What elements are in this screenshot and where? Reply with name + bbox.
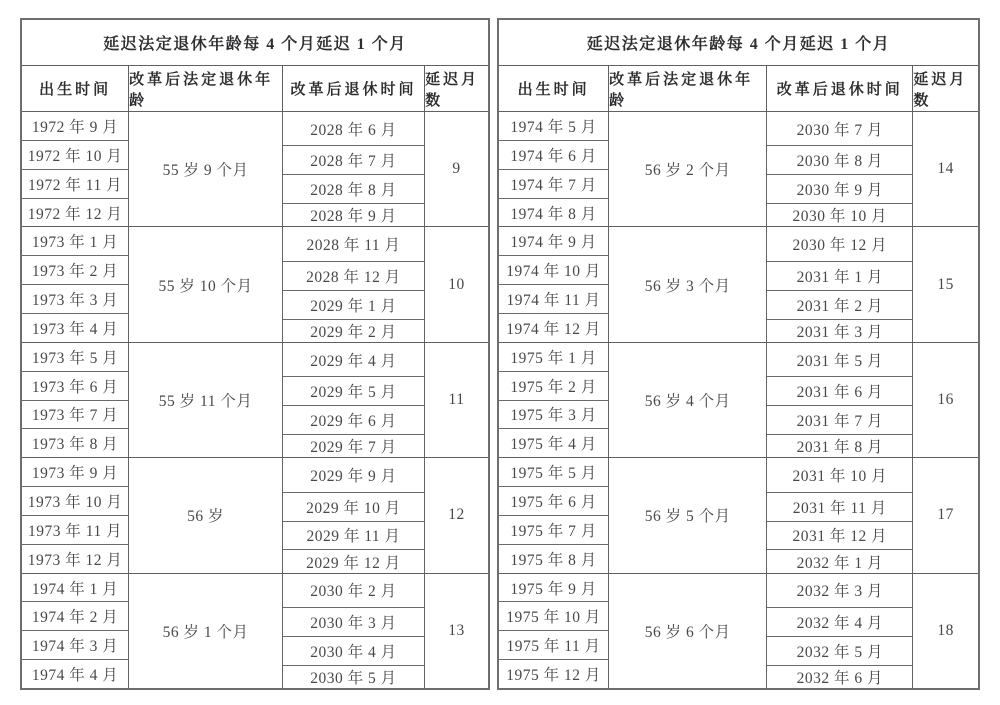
retirement-date-cell: 2030 年 2 月 (283, 574, 424, 608)
delay-months-cell: 14 (937, 160, 954, 178)
row-group (22, 227, 488, 342)
birth-date-column (22, 112, 129, 226)
row-group (22, 458, 488, 573)
header-birth-date: 出生时间 (22, 66, 129, 111)
retirement-date-cell: 2029 年 12 月 (306, 554, 401, 572)
birth-date-cell: 1972 年 10 月 (22, 141, 128, 170)
retirement-date-cell: 2031 年 12 月 (767, 522, 912, 551)
row-group (499, 458, 978, 573)
birth-date-cell: 1973 年 12 月 (27, 551, 123, 569)
birth-date-cell: 1972 年 9 月 (22, 112, 128, 141)
retirement-age-cell: 56 岁 6 个月 (644, 623, 731, 641)
retirement-date-cell: 2028 年 9 月 (310, 208, 397, 226)
retirement-date-column (767, 343, 913, 457)
birth-date-cell: 1975 年 4 月 (510, 436, 597, 454)
birth-date-column (499, 112, 609, 226)
retirement-age-column (129, 227, 283, 341)
retirement-date-cell: 2029 年 11 月 (283, 522, 424, 551)
delay-months-cell: 9 (452, 160, 461, 178)
delay-months-cell: 16 (937, 391, 954, 409)
retirement-age-cell: 55 岁 11 个月 (158, 393, 253, 411)
delay-months-column (913, 458, 978, 572)
birth-date-column (22, 343, 129, 457)
birth-date-cell: 1975 年 2 月 (499, 372, 608, 401)
birth-date-cell: 1973 年 5 月 (22, 343, 128, 372)
birth-date-cell: 1974 年 8 月 (510, 205, 597, 223)
delay-months-column (913, 574, 978, 688)
retirement-age-column (609, 112, 767, 226)
retirement-date-column (283, 574, 425, 688)
retirement-age-column (129, 574, 283, 688)
delay-months-column (425, 227, 488, 341)
header-post-reform-retirement-date: 改革后退休时间 (767, 66, 913, 111)
row-group (499, 343, 978, 458)
header-post-reform-retirement-age: 改革后法定退休年龄 (129, 66, 283, 111)
birth-date-cell: 1973 年 6 月 (22, 372, 128, 401)
birth-date-cell: 1975 年 7 月 (499, 516, 608, 545)
table-header-row (499, 66, 978, 112)
delay-months-column (425, 112, 488, 226)
retirement-date-cell: 2029 年 7 月 (310, 439, 397, 457)
retirement-date-cell: 2029 年 6 月 (283, 406, 424, 435)
row-group (22, 343, 488, 458)
retirement-date-cell: 2032 年 5 月 (767, 637, 912, 666)
delay-months-column (425, 574, 488, 688)
retirement-date-cell: 2031 年 2 月 (767, 291, 912, 320)
birth-date-cell: 1975 年 1 月 (499, 343, 608, 372)
retirement-date-cell: 2031 年 5 月 (767, 343, 912, 377)
birth-date-column (499, 458, 609, 572)
birth-date-cell: 1975 年 11 月 (499, 631, 608, 660)
birth-date-cell: 1973 年 2 月 (22, 256, 128, 285)
row-group (499, 112, 978, 227)
delay-months-cell: 17 (937, 506, 954, 524)
retirement-date-cell: 2031 年 3 月 (796, 323, 883, 341)
retirement-date-column (767, 112, 913, 226)
birth-date-column (499, 343, 609, 457)
retirement-date-cell: 2030 年 12 月 (767, 227, 912, 261)
table-header-row (22, 66, 488, 112)
birth-date-column (499, 227, 609, 341)
birth-date-cell: 1974 年 3 月 (22, 631, 128, 660)
retirement-date-cell: 2030 年 9 月 (767, 175, 912, 204)
retirement-date-cell: 2031 年 1 月 (767, 262, 912, 291)
retirement-date-cell: 2028 年 12 月 (283, 262, 424, 291)
retirement-date-cell: 2031 年 10 月 (767, 458, 912, 492)
birth-date-column (499, 574, 609, 688)
delay-months-column (913, 343, 978, 457)
row-group (499, 574, 978, 688)
birth-date-cell: 1973 年 8 月 (31, 436, 119, 454)
retirement-age-cell: 56 岁 4 个月 (644, 393, 731, 411)
birth-date-cell: 1973 年 11 月 (22, 516, 128, 545)
retirement-date-cell: 2030 年 5 月 (310, 669, 397, 687)
retirement-age-column (609, 574, 767, 688)
birth-date-cell: 1975 年 8 月 (510, 551, 597, 569)
row-group (499, 227, 978, 342)
header-post-reform-retirement-age: 改革后法定退休年龄 (609, 66, 767, 111)
retirement-date-cell: 2030 年 4 月 (283, 637, 424, 666)
retirement-age-cell: 55 岁 9 个月 (162, 162, 249, 180)
table-body (499, 112, 978, 688)
birth-date-cell: 1975 年 9 月 (499, 574, 608, 603)
header-birth-date: 出生时间 (499, 66, 609, 111)
retirement-date-column (283, 343, 425, 457)
birth-date-cell: 1974 年 2 月 (22, 602, 128, 631)
birth-date-cell: 1975 年 10 月 (499, 602, 608, 631)
retirement-date-cell: 2032 年 6 月 (796, 669, 883, 687)
birth-date-cell: 1974 年 6 月 (499, 141, 608, 170)
retirement-age-column (129, 458, 283, 572)
retirement-date-cell: 2030 年 3 月 (283, 608, 424, 637)
birth-date-cell: 1973 年 1 月 (22, 227, 128, 256)
retirement-date-column (767, 227, 913, 341)
birth-date-cell: 1974 年 5 月 (499, 112, 608, 141)
header-post-reform-retirement-date: 改革后退休时间 (283, 66, 425, 111)
delay-months-column (913, 112, 978, 226)
birth-date-cell: 1972 年 11 月 (22, 170, 128, 199)
retirement-age-cell: 55 岁 10 个月 (158, 277, 253, 295)
row-group (22, 112, 488, 227)
retirement-date-cell: 2029 年 10 月 (283, 493, 424, 522)
row-group (22, 574, 488, 688)
retirement-age-cell: 56 岁 3 个月 (644, 277, 731, 295)
retirement-date-column (283, 458, 425, 572)
birth-date-cell: 1974 年 7 月 (499, 170, 608, 199)
retirement-date-column (767, 458, 913, 572)
delay-months-cell: 15 (937, 275, 954, 293)
retirement-age-cell: 56 岁 1 个月 (162, 623, 249, 641)
retirement-date-cell: 2031 年 8 月 (796, 439, 883, 457)
birth-date-cell: 1973 年 3 月 (22, 285, 128, 314)
table-body (22, 112, 488, 688)
delay-months-column (425, 343, 488, 457)
retirement-date-cell: 2032 年 1 月 (796, 554, 883, 572)
retirement-date-column (283, 227, 425, 341)
retirement-age-cell: 56 岁 (187, 508, 224, 526)
retirement-age-cell: 56 岁 2 个月 (644, 162, 731, 180)
birth-date-cell: 1975 年 12 月 (506, 667, 601, 685)
birth-date-column (22, 574, 129, 688)
retirement-age-column (609, 343, 767, 457)
retirement-date-cell: 2028 年 8 月 (283, 175, 424, 204)
retirement-date-cell: 2031 年 11 月 (767, 493, 912, 522)
retirement-date-cell: 2031 年 7 月 (767, 406, 912, 435)
delay-months-column (913, 227, 978, 341)
retirement-date-cell: 2032 年 4 月 (767, 608, 912, 637)
retirement-date-cell: 2029 年 1 月 (283, 291, 424, 320)
birth-date-cell: 1973 年 4 月 (31, 320, 119, 338)
retirement-age-column (609, 227, 767, 341)
birth-date-cell: 1974 年 4 月 (31, 667, 119, 685)
retirement-age-column (129, 343, 283, 457)
birth-date-cell: 1975 年 5 月 (499, 458, 608, 487)
birth-date-cell: 1973 年 10 月 (22, 487, 128, 516)
retirement-date-cell: 2030 年 10 月 (792, 208, 888, 226)
delay-months-cell: 10 (448, 275, 465, 293)
birth-date-column (22, 458, 129, 572)
delay-months-cell: 11 (448, 391, 465, 409)
retirement-date-cell: 2031 年 6 月 (767, 377, 912, 406)
delay-months-cell: 18 (937, 621, 954, 639)
retirement-date-cell: 2032 年 3 月 (767, 574, 912, 608)
retirement-age-column (129, 112, 283, 226)
retirement-age-cell: 56 岁 5 个月 (644, 508, 731, 526)
retirement-date-cell: 2029 年 9 月 (283, 458, 424, 492)
retirement-date-cell: 2029 年 5 月 (283, 377, 424, 406)
birth-date-cell: 1973 年 9 月 (22, 458, 128, 487)
retirement-date-cell: 2029 年 4 月 (283, 343, 424, 377)
birth-date-cell: 1975 年 3 月 (499, 401, 608, 430)
birth-date-cell: 1974 年 1 月 (22, 574, 128, 603)
delay-months-column (425, 458, 488, 572)
header-delay-months: 延迟月数 (425, 71, 480, 109)
birth-date-cell: 1973 年 7 月 (22, 401, 128, 430)
header-delay-months: 延迟月数 (913, 71, 968, 109)
delay-months-cell: 12 (448, 506, 465, 524)
retirement-age-column (609, 458, 767, 572)
birth-date-column (22, 227, 129, 341)
table-title: 延迟法定退休年龄每 4 个月延迟 1 个月 (22, 20, 488, 66)
retirement-date-cell: 2030 年 7 月 (767, 112, 912, 146)
birth-date-cell: 1974 年 12 月 (506, 320, 601, 338)
retirement-date-cell: 2029 年 2 月 (310, 323, 397, 341)
birth-date-cell: 1974 年 9 月 (499, 227, 608, 256)
retirement-date-cell: 2028 年 11 月 (283, 227, 424, 261)
retirement-table-left (20, 18, 490, 690)
retirement-date-column (767, 574, 913, 688)
birth-date-cell: 1975 年 6 月 (499, 487, 608, 516)
table-title: 延迟法定退休年龄每 4 个月延迟 1 个月 (499, 20, 978, 66)
birth-date-cell: 1974 年 10 月 (499, 256, 608, 285)
retirement-date-cell: 2028 年 6 月 (283, 112, 424, 146)
retirement-date-cell: 2030 年 8 月 (767, 146, 912, 175)
retirement-date-cell: 2028 年 7 月 (283, 146, 424, 175)
retirement-date-column (283, 112, 425, 226)
retirement-table-right (497, 18, 980, 690)
delay-months-cell: 13 (448, 621, 465, 639)
birth-date-cell: 1974 年 11 月 (499, 285, 608, 314)
birth-date-cell: 1972 年 12 月 (27, 205, 123, 223)
